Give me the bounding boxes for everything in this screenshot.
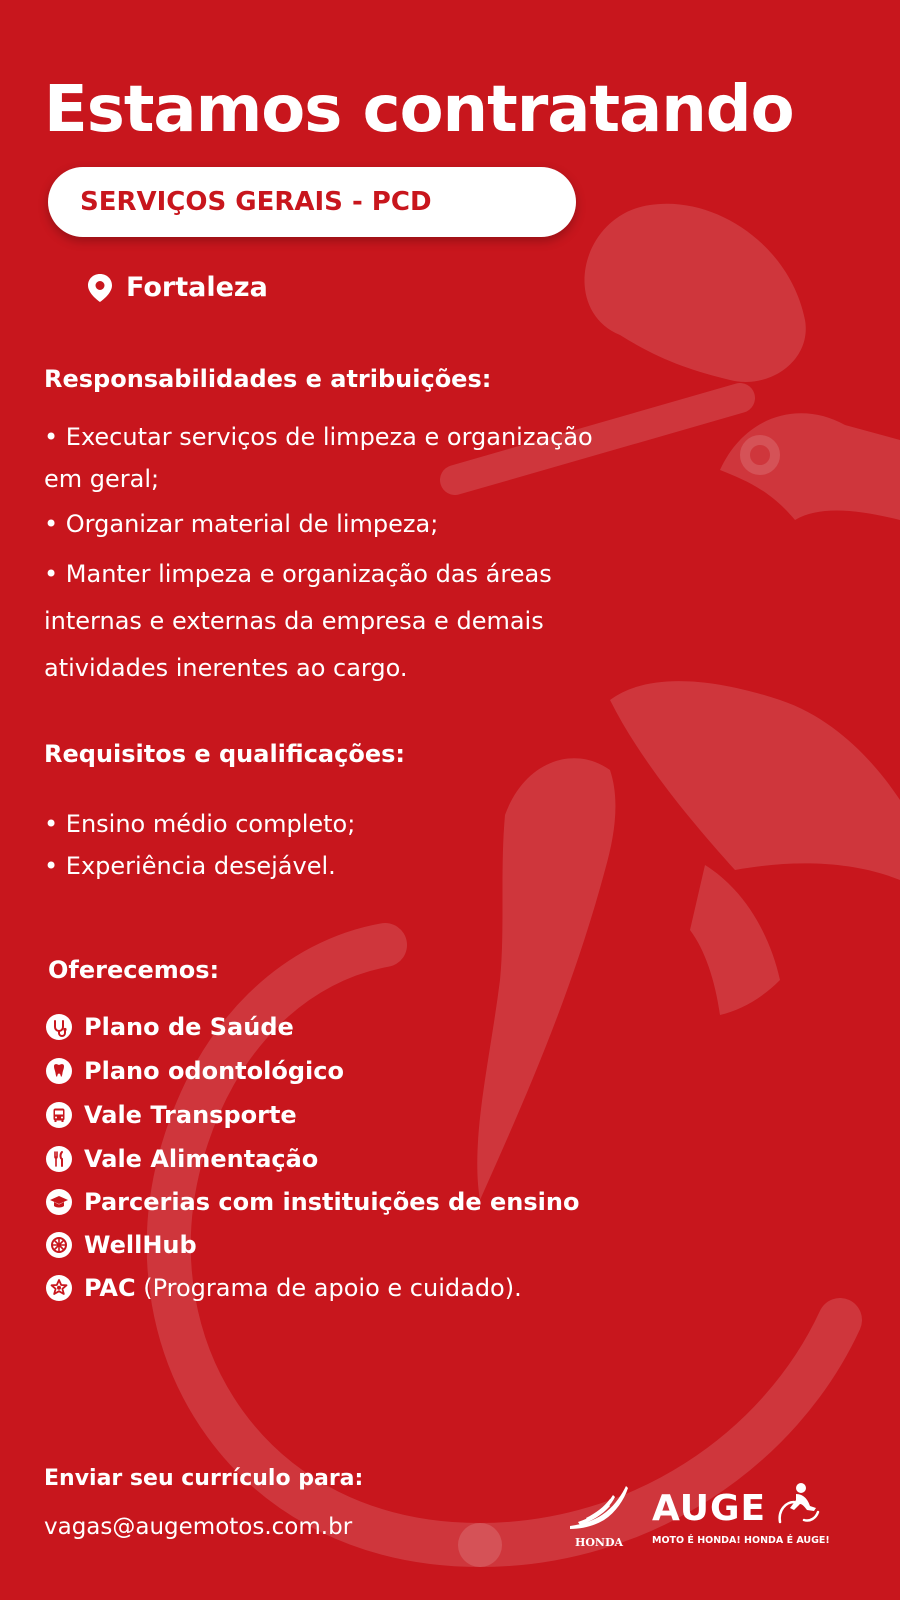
benefit-label: Plano odontológico [84, 1057, 344, 1085]
cutlery-icon [46, 1146, 72, 1172]
graduation-cap-icon [46, 1189, 72, 1215]
honda-logo [566, 1482, 632, 1558]
auge-logo-name: AUGE [652, 1488, 767, 1529]
responsibility-line: • Organizar material de limpeza; [44, 510, 439, 538]
responsibility-line: atividades inerentes ao cargo. [44, 654, 408, 682]
requirement-line: • Experiência desejável. [44, 852, 336, 880]
map-pin-icon [86, 272, 114, 304]
auge-slogan: MOTO É HONDA! HONDA É AUGE! [652, 1535, 830, 1546]
job-title: SERVIÇOS GERAIS - PCD [80, 187, 432, 217]
responsibility-line: • Executar serviços de limpeza e organização [44, 423, 593, 451]
benefit-label: Vale Alimentação [84, 1145, 319, 1173]
honda-logo-text: HONDA [574, 1536, 624, 1549]
requirements-title: Requisitos e qualificações: [44, 740, 405, 768]
benefit-label: Vale Transporte [84, 1101, 297, 1129]
benefit-label: PAC [84, 1274, 136, 1302]
send-resume-label: Enviar seu currículo para: [44, 1466, 364, 1491]
stethoscope-icon [46, 1014, 72, 1040]
headline: Estamos contratando [44, 73, 794, 147]
honda-wing-icon [566, 1482, 632, 1536]
benefit-label: Plano de Saúde [84, 1013, 294, 1041]
auge-logo [652, 1480, 852, 1550]
job-title-badge [48, 167, 576, 237]
responsibility-line: internas e externas da empresa e demais [44, 607, 544, 635]
responsibility-line: • Manter limpeza e organização das áreas [44, 560, 552, 588]
benefit-detail: (Programa de apoio e cuidado). [135, 1274, 522, 1302]
responsibilities-title: Responsabilidades e atribuições: [44, 365, 492, 393]
wellhub-icon [46, 1232, 72, 1258]
auge-rider-icon [776, 1480, 822, 1530]
bus-icon [46, 1102, 72, 1128]
care-icon [46, 1275, 72, 1301]
requirement-line: • Ensino médio completo; [44, 810, 356, 838]
benefit-label: Parcerias com instituições de ensino [84, 1188, 580, 1216]
location-name: Fortaleza [126, 272, 268, 303]
benefit-label: WellHub [84, 1231, 197, 1259]
contact-email[interactable]: vagas@augemotos.com.br [44, 1514, 353, 1540]
tooth-icon [46, 1058, 72, 1084]
benefits-title: Oferecemos: [48, 956, 220, 984]
responsibility-line: em geral; [44, 465, 160, 493]
